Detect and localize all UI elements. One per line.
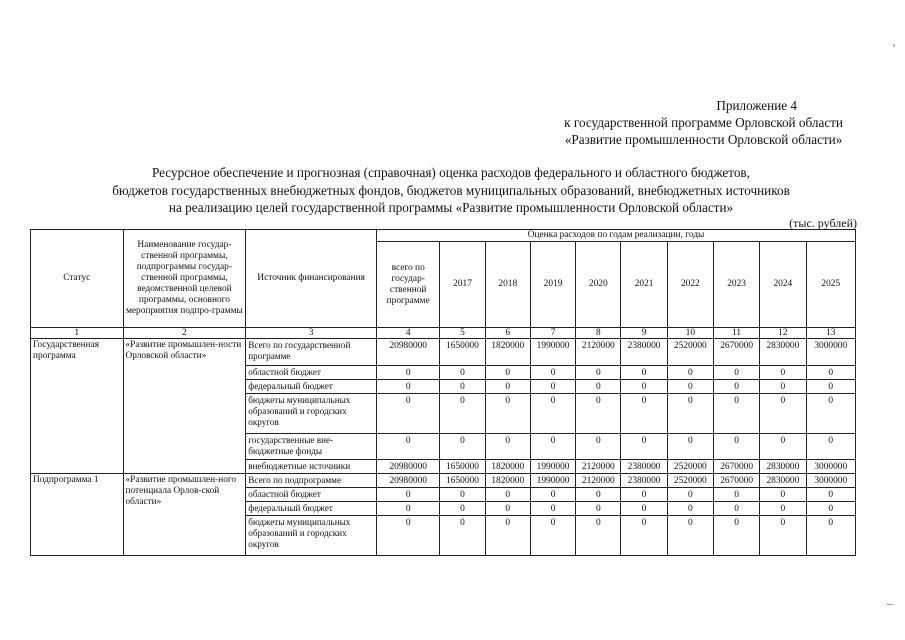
year-value-cell: 0 bbox=[760, 516, 806, 556]
funding-source-cell: областной бюджет bbox=[246, 366, 377, 380]
year-value-cell: 1650000 bbox=[440, 460, 485, 474]
funding-source-cell: государственные вне-бюджетные фонды bbox=[246, 434, 377, 460]
year-value-cell: 0 bbox=[576, 394, 621, 434]
title-line-1: Ресурсное обеспечение и прогнозная (справочная) оценка расходов федерального и областного бюджетов, bbox=[152, 165, 750, 180]
year-value-cell: 0 bbox=[806, 488, 856, 502]
header-estimate: Оценка расходов по годам реализации, годы bbox=[377, 230, 856, 242]
year-value-cell: 2830000 bbox=[760, 460, 806, 474]
year-value-cell: 1990000 bbox=[530, 460, 575, 474]
column-number: 1 bbox=[31, 328, 124, 339]
year-value-cell: 2520000 bbox=[667, 339, 713, 366]
column-number: 11 bbox=[713, 328, 759, 339]
column-number: 5 bbox=[440, 328, 485, 339]
year-value-cell: 0 bbox=[530, 394, 575, 434]
scan-mark bbox=[887, 604, 893, 605]
header-name: Наименование государ-ственной программы, подпрограммы государ-ственной программы, ведомственной целевой программы, основного мероприятия подпро-граммы bbox=[123, 230, 246, 328]
year-value-cell: 2380000 bbox=[621, 339, 667, 366]
status-cell: Подпрограмма 1 bbox=[31, 474, 124, 556]
header-year: 2019 bbox=[530, 242, 575, 328]
total-value-cell: 0 bbox=[377, 380, 440, 394]
total-value-cell: 20980000 bbox=[377, 474, 440, 488]
year-value-cell: 0 bbox=[621, 394, 667, 434]
year-value-cell: 0 bbox=[667, 502, 713, 516]
appendix-line-3: «Развитие промышленности Орловской области» bbox=[564, 132, 843, 147]
year-value-cell: 0 bbox=[667, 394, 713, 434]
year-value-cell: 0 bbox=[667, 434, 713, 460]
funding-source-cell: бюджеты муниципальных образований и городских округов bbox=[246, 394, 377, 434]
header-year: 2024 bbox=[760, 242, 806, 328]
year-value-cell: 0 bbox=[713, 502, 759, 516]
year-value-cell: 0 bbox=[621, 502, 667, 516]
program-name-cell: «Развитие промышлен-ного потенциала Орлов-ской области» bbox=[123, 474, 246, 556]
year-value-cell: 0 bbox=[440, 434, 485, 460]
year-value-cell: 2830000 bbox=[760, 339, 806, 366]
column-number: 12 bbox=[760, 328, 806, 339]
year-value-cell: 2830000 bbox=[760, 474, 806, 488]
year-value-cell: 0 bbox=[485, 394, 530, 434]
year-value-cell: 1820000 bbox=[485, 474, 530, 488]
column-number: 4 bbox=[377, 328, 440, 339]
year-value-cell: 1820000 bbox=[485, 460, 530, 474]
year-value-cell: 0 bbox=[806, 366, 856, 380]
year-value-cell: 0 bbox=[667, 380, 713, 394]
year-value-cell: 0 bbox=[806, 394, 856, 434]
header-year: 2020 bbox=[576, 242, 621, 328]
year-value-cell: 0 bbox=[485, 380, 530, 394]
column-number: 2 bbox=[123, 328, 246, 339]
year-value-cell: 0 bbox=[485, 516, 530, 556]
header-source: Источник финансирования bbox=[246, 230, 377, 328]
scan-mark bbox=[893, 44, 895, 47]
year-value-cell: 0 bbox=[576, 502, 621, 516]
year-value-cell: 2120000 bbox=[576, 474, 621, 488]
appendix-line-2: к государственной программе Орловской области bbox=[564, 115, 843, 130]
resource-table bbox=[30, 229, 856, 556]
year-value-cell: 0 bbox=[713, 380, 759, 394]
year-value-cell: 0 bbox=[485, 502, 530, 516]
year-value-cell: 0 bbox=[576, 380, 621, 394]
year-value-cell: 0 bbox=[760, 366, 806, 380]
year-value-cell: 0 bbox=[576, 434, 621, 460]
year-value-cell: 0 bbox=[576, 366, 621, 380]
year-value-cell: 3000000 bbox=[806, 474, 856, 488]
year-value-cell: 0 bbox=[760, 394, 806, 434]
title-line-3: на реализацию целей государственной программы «Развитие промышленности Орловской области» bbox=[168, 200, 734, 215]
year-value-cell: 0 bbox=[621, 434, 667, 460]
table-row bbox=[31, 474, 856, 488]
year-value-cell: 0 bbox=[530, 516, 575, 556]
year-value-cell: 0 bbox=[806, 380, 856, 394]
column-number: 3 bbox=[246, 328, 377, 339]
total-value-cell: 0 bbox=[377, 502, 440, 516]
year-value-cell: 0 bbox=[760, 488, 806, 502]
year-value-cell: 2520000 bbox=[667, 474, 713, 488]
appendix-line-1: Приложение 4 bbox=[716, 98, 797, 113]
funding-source-cell: Всего по государственной программе bbox=[246, 339, 377, 366]
year-value-cell: 1990000 bbox=[530, 339, 575, 366]
year-value-cell: 3000000 bbox=[806, 460, 856, 474]
header-row bbox=[31, 230, 856, 242]
funding-source-cell: Всего по подпрограмме bbox=[246, 474, 377, 488]
year-value-cell: 0 bbox=[621, 366, 667, 380]
year-value-cell: 2670000 bbox=[713, 474, 759, 488]
year-value-cell: 0 bbox=[713, 394, 759, 434]
total-value-cell: 0 bbox=[377, 366, 440, 380]
column-number: 7 bbox=[530, 328, 575, 339]
program-name-cell: «Развитие промышлен-ности Орловской области» bbox=[123, 339, 246, 474]
year-value-cell: 0 bbox=[621, 516, 667, 556]
header-year: 2018 bbox=[485, 242, 530, 328]
year-value-cell: 0 bbox=[530, 434, 575, 460]
year-value-cell: 0 bbox=[485, 434, 530, 460]
year-value-cell: 2120000 bbox=[576, 339, 621, 366]
total-value-cell: 0 bbox=[377, 516, 440, 556]
year-value-cell: 0 bbox=[530, 366, 575, 380]
year-value-cell: 0 bbox=[530, 380, 575, 394]
header-year: 2021 bbox=[621, 242, 667, 328]
year-value-cell: 0 bbox=[713, 488, 759, 502]
year-value-cell: 1650000 bbox=[440, 339, 485, 366]
title-line-2: бюджетов государственных внебюджетных фондов, бюджетов муниципальных образований, внебюджетных источников bbox=[112, 182, 790, 198]
year-value-cell: 0 bbox=[440, 394, 485, 434]
total-value-cell: 20980000 bbox=[377, 460, 440, 474]
year-value-cell: 2380000 bbox=[621, 460, 667, 474]
year-value-cell: 3000000 bbox=[806, 339, 856, 366]
year-value-cell: 0 bbox=[713, 366, 759, 380]
year-value-cell: 0 bbox=[576, 516, 621, 556]
column-number: 10 bbox=[667, 328, 713, 339]
year-value-cell: 0 bbox=[667, 488, 713, 502]
year-value-cell: 0 bbox=[530, 488, 575, 502]
funding-source-cell: внебюджетные источники bbox=[246, 460, 377, 474]
status-cell: Государственная программа bbox=[31, 339, 124, 474]
year-value-cell: 0 bbox=[440, 366, 485, 380]
year-value-cell: 2120000 bbox=[576, 460, 621, 474]
year-value-cell: 2670000 bbox=[713, 339, 759, 366]
funding-source-cell: федеральный бюджет bbox=[246, 380, 377, 394]
unit-label: (тыс. рублей) bbox=[789, 216, 857, 230]
column-number: 13 bbox=[806, 328, 856, 339]
year-value-cell: 0 bbox=[440, 488, 485, 502]
year-value-cell: 0 bbox=[667, 366, 713, 380]
year-value-cell: 0 bbox=[440, 502, 485, 516]
document-title bbox=[40, 164, 862, 217]
year-value-cell: 0 bbox=[806, 434, 856, 460]
table-row bbox=[31, 339, 856, 366]
column-number: 6 bbox=[485, 328, 530, 339]
year-value-cell: 0 bbox=[760, 380, 806, 394]
year-value-cell: 0 bbox=[621, 488, 667, 502]
header-status: Статус bbox=[31, 230, 124, 328]
year-value-cell: 0 bbox=[713, 434, 759, 460]
year-value-cell: 1990000 bbox=[530, 474, 575, 488]
year-value-cell: 2380000 bbox=[621, 474, 667, 488]
total-value-cell: 0 bbox=[377, 434, 440, 460]
year-value-cell: 0 bbox=[713, 516, 759, 556]
funding-source-cell: бюджеты муниципальных образований и городских округов bbox=[246, 516, 377, 556]
total-value-cell: 0 bbox=[377, 394, 440, 434]
year-value-cell: 0 bbox=[576, 488, 621, 502]
year-value-cell: 0 bbox=[667, 516, 713, 556]
total-value-cell: 20980000 bbox=[377, 339, 440, 366]
year-value-cell: 1820000 bbox=[485, 339, 530, 366]
year-value-cell: 0 bbox=[530, 502, 575, 516]
year-value-cell: 0 bbox=[806, 502, 856, 516]
column-number: 8 bbox=[576, 328, 621, 339]
year-value-cell: 0 bbox=[485, 366, 530, 380]
year-value-cell: 0 bbox=[440, 380, 485, 394]
year-value-cell: 0 bbox=[621, 380, 667, 394]
year-value-cell: 1650000 bbox=[440, 474, 485, 488]
year-value-cell: 2670000 bbox=[713, 460, 759, 474]
appendix-header bbox=[564, 97, 843, 148]
header-year: 2023 bbox=[713, 242, 759, 328]
year-value-cell: 2520000 bbox=[667, 460, 713, 474]
column-numbers-row bbox=[31, 328, 856, 339]
header-year: 2025 bbox=[806, 242, 856, 328]
funding-source-cell: федеральный бюджет bbox=[246, 502, 377, 516]
year-value-cell: 0 bbox=[760, 502, 806, 516]
year-value-cell: 0 bbox=[760, 434, 806, 460]
header-total: всего по государ-ственной программе bbox=[377, 242, 440, 328]
year-value-cell: 0 bbox=[440, 516, 485, 556]
header-year: 2022 bbox=[667, 242, 713, 328]
header-year: 2017 bbox=[440, 242, 485, 328]
total-value-cell: 0 bbox=[377, 488, 440, 502]
funding-source-cell: областной бюджет bbox=[246, 488, 377, 502]
year-value-cell: 0 bbox=[806, 516, 856, 556]
column-number: 9 bbox=[621, 328, 667, 339]
year-value-cell: 0 bbox=[485, 488, 530, 502]
